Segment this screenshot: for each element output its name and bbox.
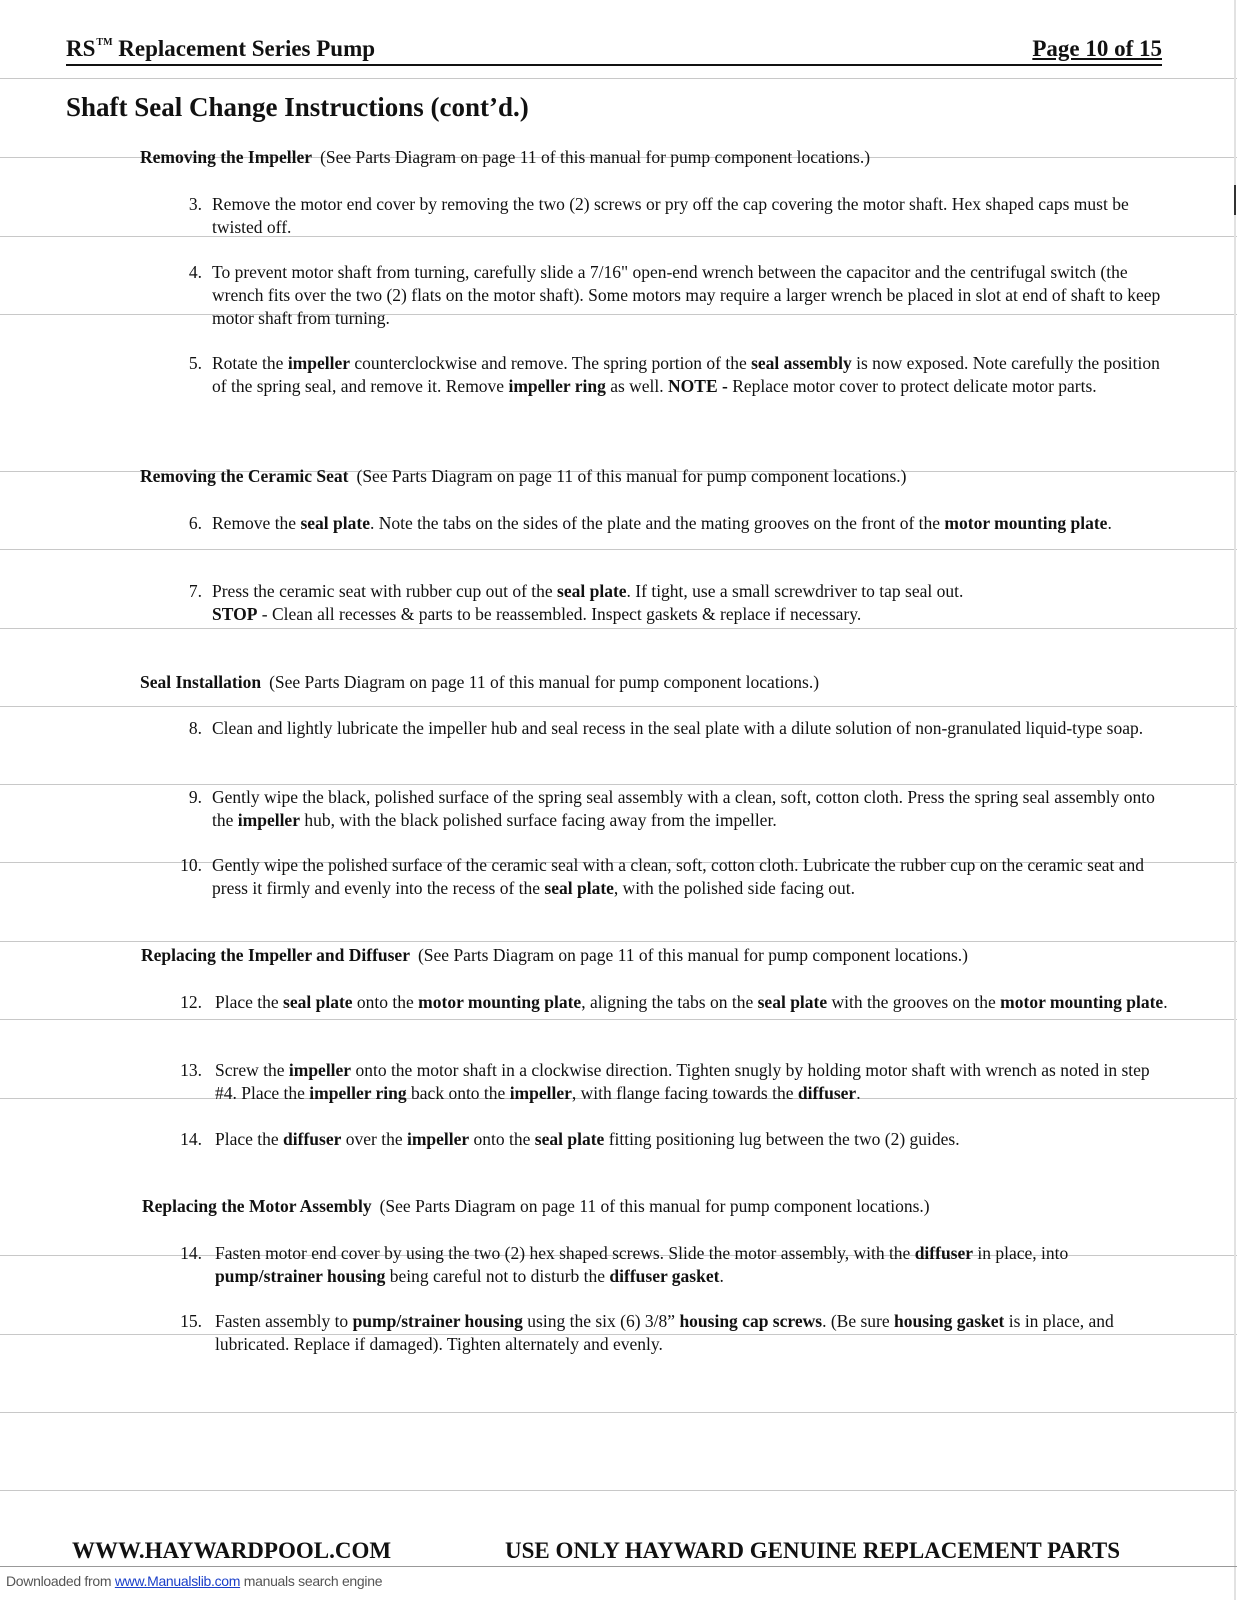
step-text — [215, 991, 1170, 1014]
bold-term: seal plate — [534, 1129, 605, 1149]
bold-term: impeller — [288, 1060, 352, 1080]
step-text-segment: being careful not to disturb the — [385, 1266, 610, 1286]
step-text-segment: Fasten assembly to — [215, 1311, 353, 1331]
download-prefix: Downloaded from — [6, 1573, 115, 1589]
download-suffix: manuals search engine — [240, 1573, 383, 1589]
step-text-segment: . — [1107, 513, 1112, 533]
bold-term: impeller — [237, 810, 300, 830]
step-number: 14. — [180, 1243, 202, 1263]
scan-line — [0, 549, 1237, 550]
step-text-segment: as well. — [605, 376, 669, 396]
step-text-segment: counterclockwise and remove. The spring portion of the — [350, 353, 752, 373]
step-text — [212, 512, 1167, 535]
section-note: (See Parts Diagram on page 11 of this manual for pump component locations.) — [269, 672, 820, 692]
step-text — [212, 717, 1167, 740]
step-text-segment: onto the — [469, 1129, 535, 1149]
step-text — [215, 1242, 1170, 1288]
step-text-segment: hub, with the black polished surface facing away from the impeller. — [299, 810, 777, 830]
step-text-segment: Rotate the — [212, 353, 288, 373]
scan-line — [0, 78, 1237, 79]
step-text-segment: onto the — [352, 992, 419, 1012]
step-text-segment: over the — [341, 1129, 407, 1149]
section-heading — [141, 945, 968, 966]
footer-slogan: USE ONLY HAYWARD GENUINE REPLACEMENT PARTS — [505, 1538, 1120, 1563]
step-text-segment: To prevent motor shaft from turning, carefully slide a 7/16" open-end wrench between the capacitor and the centrifugal switch (the wrench fits over the two (2) flats on the motor shaft). Some motors may require a larger wrench be placed in slot at end of shaft to keep motor shaft from turning. — [212, 262, 1161, 328]
step-number: 5. — [188, 353, 202, 373]
step-text — [212, 580, 1167, 626]
scan-line — [0, 1412, 1237, 1413]
step-text-segment: Clean and lightly lubricate the impeller hub and seal recess in the seal plate with a dilute solution of non-granulated liquid-type soap. — [212, 718, 1144, 738]
header-title-rest: Replacement Series Pump — [118, 36, 376, 61]
step-text-segment: . If tight, use a small screwdriver to tap seal out. — [626, 581, 964, 601]
step-text-segment: Remove the — [212, 513, 301, 533]
step-number: 8. — [188, 718, 202, 738]
step-text-segment: . — [1163, 992, 1168, 1012]
step-number: 13. — [180, 1060, 202, 1080]
bold-term: housing gasket — [894, 1311, 1005, 1331]
step-text-segment: . — [719, 1266, 724, 1286]
page-number: Page 10 of 15 — [1032, 36, 1162, 61]
bold-term: diffuser — [914, 1243, 974, 1263]
section-heading — [142, 1196, 930, 1217]
section-heading — [140, 672, 819, 693]
bold-term: impeller — [509, 1083, 572, 1103]
bold-term: housing cap screws — [679, 1311, 823, 1331]
bold-term: STOP — [212, 604, 258, 624]
step-text-segment: , with the polished side facing out. — [613, 878, 855, 898]
bold-term: seal assembly — [751, 353, 852, 373]
step-text-segment: , with flange facing towards the — [571, 1083, 798, 1103]
step-text-segment: - Clean all recesses & parts to be reassembled. Inspect gaskets & replace if necessary. — [257, 604, 862, 624]
section-note: (See Parts Diagram on page 11 of this manual for pump component locations.) — [379, 1196, 930, 1216]
step-text-segment: is now exposed. Note carefully the position of the spring seal, and remove it. Remove — [212, 353, 1160, 396]
scan-line — [0, 1490, 1237, 1491]
step-text-segment: Place the — [215, 1129, 284, 1149]
bold-term: diffuser gasket — [609, 1266, 720, 1286]
bold-term: impeller — [406, 1129, 470, 1149]
section-title: Removing the Ceramic Seat — [140, 466, 349, 486]
section-note: (See Parts Diagram on page 11 of this manual for pump component locations.) — [320, 147, 871, 167]
page-header — [66, 36, 1162, 66]
footer-divider — [0, 1566, 1237, 1567]
bold-term: seal plate — [757, 992, 828, 1012]
step-text — [215, 1310, 1170, 1356]
bold-term: NOTE - — [668, 376, 728, 396]
step-text-segment: Remove the motor end cover by removing the two (2) screws or pry off the cap covering the motor shaft. Hex shaped caps must be twisted off. — [212, 194, 1129, 237]
step-number: 3. — [188, 194, 202, 214]
step-text-segment: using the six (6) 3/8” — [522, 1311, 680, 1331]
step-text — [212, 261, 1167, 330]
scan-line — [0, 1019, 1237, 1020]
step-text-segment: Gently wipe the black, polished surface of the spring seal assembly with a clean, soft, cotton cloth. Press the spring seal assembly onto the — [212, 787, 1155, 830]
scan-line — [0, 706, 1237, 707]
step-number: 14. — [180, 1129, 202, 1149]
step-text-segment: Press the ceramic seat with rubber cup out of the — [212, 581, 558, 601]
bold-term: impeller — [287, 353, 351, 373]
step-text — [212, 854, 1167, 900]
step-text-segment: . Note the tabs on the sides of the plate and the mating grooves on the front of the — [369, 513, 945, 533]
scan-line — [0, 628, 1237, 629]
section-title: Replacing the Impeller and Diffuser — [141, 945, 410, 965]
bold-term: impeller ring — [309, 1083, 407, 1103]
scan-edge — [1234, 0, 1236, 1600]
step-text-segment: Screw the — [215, 1060, 289, 1080]
step-text-segment: . — [856, 1083, 861, 1103]
step-number: 10. — [180, 855, 202, 875]
step-text-segment: back onto the — [406, 1083, 510, 1103]
bold-term: motor mounting plate — [944, 513, 1108, 533]
bold-term: seal plate — [544, 878, 614, 898]
step-text — [215, 1128, 1170, 1151]
step-number: 7. — [188, 581, 202, 601]
step-text-segment: , aligning the tabs on the — [581, 992, 758, 1012]
header-brand: RS — [66, 36, 96, 61]
header-title — [66, 36, 375, 62]
step-number: 6. — [188, 513, 202, 533]
step-number: 12. — [180, 992, 202, 1012]
section-heading — [140, 466, 907, 487]
step-text — [212, 193, 1167, 239]
step-text — [215, 1059, 1170, 1105]
bold-term: seal plate — [557, 581, 627, 601]
bold-term: motor mounting plate — [418, 992, 582, 1012]
bold-term: diffuser — [283, 1129, 342, 1149]
section-note: (See Parts Diagram on page 11 of this manual for pump component locations.) — [417, 945, 968, 965]
step-text — [212, 786, 1167, 832]
step-text-segment: in place, into — [973, 1243, 1069, 1263]
bold-term: seal plate — [300, 513, 370, 533]
step-text-segment: . (Be sure — [822, 1311, 894, 1331]
step-text-segment: onto the motor shaft in a clockwise direction. Tighten snugly by holding motor shaft with wrench as noted in step #4. Place the — [215, 1060, 1150, 1103]
step-text-segment: is in place, and lubricated. Replace if damaged). Tighten alternately and evenly. — [215, 1311, 1114, 1354]
bold-term: diffuser — [797, 1083, 857, 1103]
step-text-segment: fitting positioning lug between the two (2) guides. — [604, 1129, 960, 1149]
scan-line — [0, 784, 1237, 785]
page-title: Shaft Seal Change Instructions (cont’d.) — [66, 92, 529, 122]
bold-term: pump/strainer housing — [352, 1311, 523, 1331]
section-title: Removing the Impeller — [140, 147, 313, 167]
step-text-segment: Fasten motor end cover by using the two (2) hex shaped screws. Slide the motor assembly, with the — [215, 1243, 915, 1263]
step-number: 15. — [180, 1311, 202, 1331]
step-text-segment: Place the — [215, 992, 284, 1012]
manualslib-link[interactable]: www.Manualslib.com — [114, 1573, 241, 1589]
download-note — [6, 1573, 382, 1589]
trademark-mark: TM — [96, 37, 113, 48]
section-heading — [140, 147, 870, 168]
footer-website: WWW.HAYWARDPOOL.COM — [72, 1538, 392, 1563]
section-title: Seal Installation — [140, 672, 262, 692]
section-note: (See Parts Diagram on page 11 of this manual for pump component locations.) — [356, 466, 907, 486]
step-text — [212, 352, 1167, 398]
bold-term: seal plate — [283, 992, 353, 1012]
step-number: 9. — [188, 787, 202, 807]
bold-term: pump/strainer housing — [215, 1266, 386, 1286]
step-text-segment: Replace motor cover to protect delicate motor parts. — [727, 376, 1097, 396]
step-text-segment: Gently wipe the polished surface of the ceramic seal with a clean, soft, cotton cloth. Lubricate the rubber cup on the ceramic seat and press it firmly and evenly into the recess of the — [212, 855, 1144, 898]
step-number: 4. — [188, 262, 202, 282]
scan-edge-mark — [1234, 185, 1236, 215]
bold-term: motor mounting plate — [1000, 992, 1164, 1012]
section-title: Replacing the Motor Assembly — [142, 1196, 372, 1216]
bold-term: impeller ring — [508, 376, 606, 396]
step-text-segment: with the grooves on the — [827, 992, 1001, 1012]
scan-line — [0, 941, 1237, 942]
